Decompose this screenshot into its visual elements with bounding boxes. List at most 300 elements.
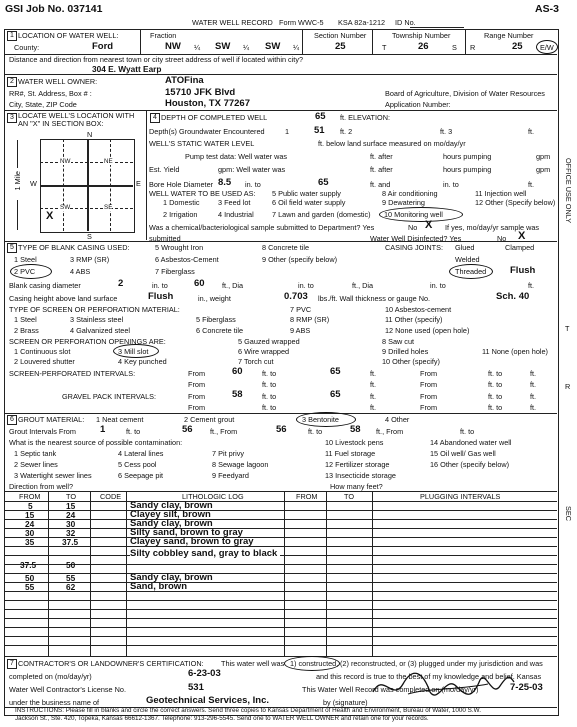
use-option: 1 Domestic bbox=[163, 198, 200, 207]
section-number-value: 25 bbox=[335, 41, 346, 52]
constructed-option: 1) constructed, bbox=[290, 659, 339, 668]
screen-heading: TYPE OF SCREEN OR PERFORATION MATERIAL: bbox=[9, 305, 180, 314]
joint-clamped: Clamped bbox=[505, 243, 535, 252]
contamination-option: 15 Oil well/ Gas well bbox=[430, 449, 496, 458]
screen-option: 3 Stainless steel bbox=[70, 315, 124, 324]
log-row-from: 37.5 bbox=[20, 560, 37, 570]
application-label: Application Number: bbox=[385, 100, 451, 109]
wall-thickness-label: lbs./ft. Wall thickness or gauge No. bbox=[318, 294, 431, 303]
bore-label: Bore Hole Diameter bbox=[149, 180, 214, 189]
grout-to-label: ft. to bbox=[126, 427, 141, 436]
log-row-to: 62 bbox=[66, 582, 76, 592]
range-prefix: R bbox=[470, 43, 476, 52]
grout-from-1: 1 bbox=[100, 424, 106, 435]
yield-gpm: gpm: Well water was bbox=[218, 165, 286, 174]
use-option: 12 Other (Specify below) bbox=[475, 198, 556, 207]
blank-in-to-3: in. to bbox=[430, 281, 446, 290]
gp-from-value: 58 bbox=[232, 389, 243, 400]
blank-in-to: in. to bbox=[152, 281, 168, 290]
static-level-rest: ft. below land surface measured on mo/day/yr bbox=[318, 139, 466, 148]
grout-to-1: 56 bbox=[182, 424, 193, 435]
log-row-to: 55 bbox=[66, 573, 76, 583]
disinfected-label: Water Well Disinfected? Yes bbox=[370, 234, 462, 243]
use-option: 8 Air conditioning bbox=[382, 189, 438, 198]
log-row-desc: Sandy clay, brown bbox=[130, 572, 213, 583]
bore-ft: ft. bbox=[528, 180, 535, 189]
log-row-to: 15 bbox=[66, 501, 76, 511]
gw-2-label: ft. 2 bbox=[340, 127, 353, 136]
disinfected-no: No bbox=[497, 234, 507, 243]
depth-value: 65 bbox=[315, 111, 326, 122]
gp-to-label-4: ft. to bbox=[488, 403, 503, 412]
log-row-desc: Sand, brown bbox=[130, 581, 187, 592]
owner-heading: WATER WELL OWNER: bbox=[18, 77, 98, 86]
sw-label: SW bbox=[60, 204, 71, 211]
page-id: AS-3 bbox=[535, 3, 559, 15]
log-row-line bbox=[4, 636, 557, 637]
city-label: City, State, ZIP Code bbox=[9, 100, 77, 109]
contamination-option: 2 Sewer lines bbox=[14, 460, 58, 469]
owner-name: ATOFina bbox=[165, 75, 204, 86]
log-row-to: 37.5 bbox=[62, 537, 79, 547]
blank-ft-dia-2: ft., Dia bbox=[352, 281, 374, 290]
sp-to-label-4: ft. to bbox=[488, 380, 503, 389]
screen-option: 7 PVC bbox=[290, 305, 312, 314]
section-number-label: Section Number bbox=[314, 31, 367, 40]
sp-ft-4: ft. bbox=[530, 380, 537, 389]
use-option: 7 Lawn and garden (domestic) bbox=[272, 210, 371, 219]
bentonite-circle bbox=[296, 412, 356, 427]
bore-to-value: 65 bbox=[318, 177, 329, 188]
street-label: RR#, St. Address, Box # : bbox=[9, 89, 92, 98]
section-4-number: 4 bbox=[150, 113, 160, 123]
log-row-line bbox=[4, 609, 557, 610]
bore-in-to: in. to bbox=[245, 180, 261, 189]
range-label: Range Number bbox=[484, 31, 534, 40]
perforation-option: 4 Key punched bbox=[118, 357, 167, 366]
gauge-value: Sch. 40 bbox=[496, 291, 530, 302]
casing-option: 4 ABS bbox=[70, 267, 91, 276]
casing-option: 9 Other (specify below) bbox=[262, 255, 338, 264]
township-label: Township Number bbox=[392, 31, 451, 40]
sp-ft-3: ft. bbox=[370, 380, 377, 389]
blank-diameter-label: Blank casing diameter bbox=[9, 281, 81, 290]
gp-to-label: ft. to bbox=[262, 392, 277, 401]
how-many-label: How many feet? bbox=[330, 482, 383, 491]
chem-question: Was a chemical/bacteriological sample submitted to Department? Yes bbox=[149, 223, 375, 232]
contamination-option: 10 Livestock pens bbox=[325, 438, 384, 447]
contamination-option: 12 Fertilizer storage bbox=[325, 460, 390, 469]
quarter-mark: ¼ bbox=[243, 43, 250, 52]
perforation-heading: SCREEN OR PERFORATION OPENINGS ARE: bbox=[9, 337, 166, 346]
threaded-circle bbox=[449, 264, 493, 279]
screen-option: 9 ABS bbox=[290, 326, 311, 335]
instructions-2: Jackson St., Ste. 420, Topeka, Kansas 66612-1367. Telephone: 913-296-5545. Send one to WATER WELL OWNER and retain one for your records. bbox=[15, 715, 429, 722]
joints-label: CASING JOINTS: bbox=[385, 243, 443, 252]
fraction-1: NW bbox=[165, 41, 181, 52]
log-row-line bbox=[4, 555, 557, 556]
gw-1-label: 1 bbox=[285, 127, 290, 136]
log-row-from: 24 bbox=[25, 519, 35, 529]
perforation-option: 11 None (open hole) bbox=[482, 347, 548, 356]
record-completed-label: This Water Well Record was completed on (mo/day/yr) bbox=[302, 685, 479, 694]
log-row-from: 30 bbox=[25, 528, 35, 538]
contamination-option: 13 Insecticide storage bbox=[325, 471, 396, 480]
grout-from-2: 56 bbox=[276, 424, 287, 435]
log-header-to: TO bbox=[66, 492, 77, 501]
office-use-label: OFFICE USE ONLY bbox=[564, 158, 573, 224]
use-option: 9 Dewatering bbox=[382, 198, 425, 207]
mile-arrow bbox=[17, 200, 18, 230]
perforation-option-selected: 3 Mill slot bbox=[118, 347, 149, 356]
grout-to-2: 58 bbox=[350, 424, 361, 435]
use-heading: WELL WATER TO BE USED AS: bbox=[149, 189, 256, 198]
job-number: GSI Job No. 037141 bbox=[5, 3, 103, 15]
log-row-line bbox=[4, 582, 557, 583]
township-suffix: S bbox=[452, 43, 457, 52]
north-label: N bbox=[87, 130, 93, 139]
locate-heading: LOCATE WELL'S LOCATION WITH bbox=[18, 111, 135, 120]
owner-city: Houston, TX 77267 bbox=[165, 98, 250, 109]
use-option: 6 Oil field water supply bbox=[272, 198, 346, 207]
use-option-selected: 10 Monitoring well bbox=[384, 210, 443, 219]
section-3-number: 3 bbox=[7, 113, 17, 123]
log-row-desc: Silty cobbley sand, gray to black bbox=[130, 548, 280, 560]
gpm: gpm bbox=[536, 152, 551, 161]
gp-to-label-3: ft. to bbox=[262, 403, 277, 412]
south-label: S bbox=[87, 232, 92, 241]
perforation-option: 5 Gauzed wrapped bbox=[238, 337, 300, 346]
grout-option: 1 Neat cement bbox=[96, 415, 144, 424]
screen-option: 2 Brass bbox=[14, 326, 39, 335]
log-header-to-2: TO bbox=[344, 492, 355, 501]
bore-value: 8.5 bbox=[218, 177, 232, 188]
gp-to-value: 65 bbox=[330, 389, 341, 400]
gp-ft-3: ft. bbox=[370, 403, 377, 412]
log-row-from: 5 bbox=[28, 501, 33, 511]
completed-date: 6-23-03 bbox=[188, 668, 221, 679]
submitted-label: submitted bbox=[149, 234, 181, 243]
log-row-from: 50 bbox=[25, 573, 35, 583]
blank-ft-dia: ft., Dia bbox=[222, 281, 244, 290]
quarter-mark: ¼ bbox=[293, 43, 300, 52]
casing-heading: TYPE OF BLANK CASING USED: bbox=[18, 243, 130, 252]
quarter-mark: ¼ bbox=[194, 43, 201, 52]
business-name: Geotechnical Services, Inc. bbox=[146, 695, 270, 706]
sp-from-label-3: From bbox=[188, 380, 206, 389]
height-label: Casing height above land surface bbox=[9, 294, 118, 303]
sp-from-label-2: From bbox=[420, 369, 438, 378]
log-header-from-2: FROM bbox=[296, 492, 318, 501]
log-row-from: 15 bbox=[25, 510, 35, 520]
log-row-line bbox=[4, 618, 557, 619]
depth-label: DEPTH OF COMPLETED WELL bbox=[161, 113, 268, 122]
log-row-line bbox=[4, 564, 557, 565]
gravel-intervals-label: GRAVEL PACK INTERVALS: bbox=[62, 392, 157, 401]
sp-from-value: 60 bbox=[232, 366, 243, 377]
nw-label: NW bbox=[60, 158, 71, 165]
business-label: under the business name of bbox=[9, 698, 100, 707]
use-option: 3 Feed lot bbox=[218, 198, 251, 207]
perforation-option: 8 Saw cut bbox=[382, 337, 415, 346]
bore-in-to-2: in. to bbox=[443, 180, 459, 189]
perforation-option: 2 Louvered shutter bbox=[14, 357, 75, 366]
casing-option-selected: 2 PVC bbox=[14, 267, 36, 276]
perforation-option: 6 Wire wrapped bbox=[238, 347, 290, 356]
weight-label: in., weight bbox=[198, 294, 231, 303]
log-row-to: 24 bbox=[66, 510, 76, 520]
well-location-mark: X bbox=[46, 210, 54, 222]
township-value: 26 bbox=[418, 41, 429, 52]
divider bbox=[146, 110, 147, 240]
log-row-line bbox=[4, 591, 557, 592]
certification-label: CONTRACTOR'S OR LANDOWNER'S CERTIFICATION: bbox=[18, 659, 204, 668]
record-true: and this record is true to the best of my knowledge and belief. Kansas bbox=[316, 672, 542, 681]
weight-value: 0.703 bbox=[284, 291, 308, 302]
gp-ft-2: ft. bbox=[530, 392, 537, 401]
bore-ft-and: ft. and bbox=[370, 180, 391, 189]
log-row-line bbox=[4, 627, 557, 628]
grid-line bbox=[40, 162, 133, 163]
county-label: County: bbox=[14, 43, 40, 52]
log-row-desc: Sandy clay, brown bbox=[130, 518, 213, 529]
log-row-to: 50 bbox=[66, 560, 76, 570]
sp-to-label: ft. to bbox=[262, 369, 277, 378]
pump-after: ft. after bbox=[370, 152, 393, 161]
range-value: 25 bbox=[512, 41, 523, 52]
contamination-option: 1 Septic tank bbox=[14, 449, 57, 458]
fraction-3: SW bbox=[265, 41, 281, 52]
gw-1-value: 51 bbox=[314, 125, 325, 136]
screen-option: 12 None used (open hole) bbox=[385, 326, 470, 335]
hours-pumping: hours pumping bbox=[443, 165, 492, 174]
perforation-option: 10 Other (specify) bbox=[382, 357, 440, 366]
hours-pumping: hours pumping bbox=[443, 152, 492, 161]
form-number: Form WWC-5 bbox=[279, 18, 324, 27]
certification-rest: (2) reconstructed, or (3) plugged under my jurisdiction and was bbox=[340, 659, 543, 668]
contamination-option: 14 Abandoned water well bbox=[430, 438, 512, 447]
groundwater-label: Depth(s) Groundwater Encountered bbox=[149, 127, 265, 136]
grout-to-label-3: ft. to bbox=[460, 427, 475, 436]
log-header-from: FROM bbox=[19, 492, 41, 501]
se-label: SE bbox=[104, 204, 113, 211]
ksa-ref: KSA 82a-1212 bbox=[338, 18, 386, 27]
margin-t: T bbox=[565, 324, 570, 333]
owner-street: 15710 JFK Blvd bbox=[165, 87, 236, 98]
contamination-option: 3 Watertight sewer lines bbox=[14, 471, 92, 480]
log-row-desc: Clayey silt, brown bbox=[130, 509, 211, 520]
casing-option: 7 Fiberglass bbox=[155, 267, 195, 276]
certification-text: This water well was bbox=[221, 659, 285, 668]
mile-arrow bbox=[17, 140, 18, 168]
license-value: 531 bbox=[188, 682, 204, 693]
divider bbox=[4, 656, 557, 657]
log-header-plugging: PLUGGING INTERVALS bbox=[420, 492, 501, 501]
log-row-line bbox=[4, 528, 557, 529]
yield-after: ft. after bbox=[370, 165, 393, 174]
section-7-number: 7 bbox=[7, 659, 17, 669]
use-option: 4 Industrial bbox=[218, 210, 254, 219]
mill-slot-circle bbox=[113, 344, 159, 358]
address-value: 304 E. Wyatt Earp bbox=[92, 64, 162, 74]
grout-option: 2 Cement grout bbox=[184, 415, 235, 424]
signature bbox=[368, 664, 518, 708]
grout-option: 4 Other bbox=[385, 415, 410, 424]
log-row-to: 30 bbox=[66, 519, 76, 529]
use-option: 5 Public water supply bbox=[272, 189, 341, 198]
use-option: 11 Injection well bbox=[475, 189, 527, 198]
grout-to-label-2: ft. to bbox=[308, 427, 323, 436]
divider bbox=[4, 74, 557, 75]
sp-to-value: 65 bbox=[330, 366, 341, 377]
sp-from-label: From bbox=[188, 369, 206, 378]
sp-from-label-4: From bbox=[420, 380, 438, 389]
east-label: E bbox=[136, 179, 141, 188]
sp-ft-2: ft. bbox=[530, 369, 537, 378]
fraction-2: SW bbox=[215, 41, 231, 52]
log-row-line bbox=[4, 600, 557, 601]
license-label: Water Well Contractor's License No. bbox=[9, 685, 126, 694]
grout-option-selected: 3 Bentonite bbox=[302, 415, 339, 424]
static-level-label: WELL'S STATIC WATER LEVEL bbox=[149, 139, 255, 148]
pvc-circle bbox=[10, 264, 52, 279]
perforation-option: 1 Continuous slot bbox=[14, 347, 71, 356]
screen-option: 8 RMP (SR) bbox=[290, 315, 330, 324]
blank-ft: ft. bbox=[528, 281, 535, 290]
grout-label: GROUT MATERIAL: bbox=[18, 415, 85, 424]
completed-label: completed on (mo/day/yr) bbox=[9, 672, 92, 681]
gw-3-label: ft. 3 bbox=[440, 127, 453, 136]
sp-ft: ft. bbox=[370, 369, 377, 378]
gp-from-label-3: From bbox=[188, 403, 206, 412]
joint-threaded: Threaded bbox=[455, 267, 487, 276]
sp-to-label-2: ft. to bbox=[488, 369, 503, 378]
ne-label: NE bbox=[104, 158, 113, 165]
contamination-option: 5 Cess pool bbox=[118, 460, 157, 469]
gp-ft: ft. bbox=[370, 392, 377, 401]
divider bbox=[4, 413, 557, 414]
contamination-option: 11 Fuel storage bbox=[325, 449, 376, 458]
log-header-lithologic: LITHOLOGIC LOG bbox=[182, 492, 244, 501]
use-option: 2 Irrigation bbox=[163, 210, 198, 219]
section-1-number: 1 bbox=[7, 31, 17, 41]
perforation-option: 9 Drilled holes bbox=[382, 347, 429, 356]
chem-if-yes: If yes, mo/day/yr sample was bbox=[445, 223, 540, 232]
signature-label: by (signature) bbox=[323, 698, 368, 707]
contamination-option: 4 Lateral lines bbox=[118, 449, 164, 458]
section-2-number: 2 bbox=[7, 77, 17, 87]
log-row-desc: Silty sand, brown to gray bbox=[130, 527, 243, 538]
log-row-line bbox=[4, 537, 557, 538]
log-row-line bbox=[4, 519, 557, 520]
pump-test-label: Pump test data: Well water was bbox=[185, 152, 288, 161]
record-date: 7-25-03 bbox=[510, 682, 543, 693]
direction-label: Direction from well? bbox=[9, 482, 74, 491]
casing-option: 3 RMP (SR) bbox=[70, 255, 110, 264]
chem-no: No bbox=[408, 223, 418, 232]
distance-label: Distance and direction from nearest town or city street address of well if located within city? bbox=[9, 55, 304, 64]
disinfected-no-mark: X bbox=[518, 230, 526, 242]
gw-ft: ft. bbox=[528, 127, 535, 136]
range-direction-circle bbox=[536, 40, 558, 54]
screen-option: 10 Asbestos-cement bbox=[385, 305, 452, 314]
log-header-code: CODE bbox=[100, 492, 122, 501]
log-row-desc: Sandy clay, brown bbox=[130, 500, 213, 511]
casing-option: 8 Concrete tile bbox=[262, 243, 310, 252]
log-row-from: 55 bbox=[25, 582, 35, 592]
divider bbox=[4, 241, 557, 242]
gp-from-label-2: From bbox=[420, 392, 438, 401]
screen-option: 5 Fiberglass bbox=[196, 315, 236, 324]
range-direction: E/W bbox=[540, 43, 554, 52]
log-row-line bbox=[4, 573, 557, 574]
joint-flush: Flush bbox=[510, 265, 536, 276]
screen-option: 6 Concrete tile bbox=[196, 326, 244, 335]
screen-option: 4 Galvanized steel bbox=[70, 326, 131, 335]
location-heading: LOCATION OF WATER WELL: bbox=[18, 31, 119, 40]
margin-sec: SEC bbox=[564, 506, 573, 522]
log-row-line bbox=[4, 510, 557, 511]
log-row-from: 35 bbox=[25, 537, 35, 547]
casing-option: 5 Wrought Iron bbox=[155, 243, 204, 252]
chem-no-mark: X bbox=[425, 219, 433, 231]
grout-from-label-3: ft., From bbox=[376, 427, 404, 436]
divider bbox=[302, 29, 303, 54]
locate-heading-2: AN "X" IN SECTION BOX: bbox=[18, 119, 104, 128]
instructions: INSTRUCTIONS: Please fill in blanks and circle the correct answers. Send three copies to Kansas Department of Health and Environment, Bureau of Water, 1000 S.W. bbox=[15, 707, 481, 714]
county-value: Ford bbox=[92, 41, 114, 52]
id-label: ID No. bbox=[395, 18, 416, 27]
perforation-option: 7 Torch cut bbox=[238, 357, 274, 366]
fraction-label: Fraction bbox=[150, 31, 177, 40]
contamination-question: What is the nearest source of possible contamination: bbox=[9, 438, 183, 447]
screen-option: 1 Steel bbox=[14, 315, 37, 324]
mile-label: 1 Mile bbox=[13, 171, 22, 191]
divider bbox=[372, 29, 373, 54]
contamination-option: 9 Feedyard bbox=[212, 471, 249, 480]
contamination-option: 6 Seepage pit bbox=[118, 471, 164, 480]
elevation-label: ft. ELEVATION: bbox=[340, 113, 391, 122]
blank-to-value: 60 bbox=[194, 278, 205, 289]
gp-ft-4: ft. bbox=[530, 403, 537, 412]
divider bbox=[140, 29, 141, 54]
divider bbox=[465, 29, 466, 54]
contamination-option: 8 Sewage lagoon bbox=[212, 460, 269, 469]
section-6-number: 6 bbox=[7, 415, 17, 425]
gp-to-label-2: ft. to bbox=[488, 392, 503, 401]
joint-welded: Welded bbox=[455, 255, 480, 264]
log-row-to: 32 bbox=[66, 528, 76, 538]
section-5-number: 5 bbox=[7, 243, 17, 253]
gp-from-label-4: From bbox=[420, 403, 438, 412]
height-value: Flush bbox=[148, 291, 174, 302]
grid-line bbox=[40, 208, 133, 209]
grout-intervals-label: Grout Intervals From bbox=[9, 427, 76, 436]
west-label: W bbox=[30, 179, 37, 188]
screen-option: 11 Other (specify) bbox=[385, 315, 443, 324]
casing-option: 1 Steel bbox=[14, 255, 37, 264]
margin-r: R bbox=[565, 382, 571, 391]
monitoring-well-circle bbox=[379, 207, 463, 222]
sp-to-label-3: ft. to bbox=[262, 380, 277, 389]
township-prefix: T bbox=[382, 43, 387, 52]
grid-line bbox=[40, 185, 133, 187]
log-row-desc: Clayey sand, brown to gray bbox=[130, 536, 254, 547]
blank-diameter-value: 2 bbox=[118, 278, 124, 289]
form-title: WATER WELL RECORD bbox=[192, 18, 273, 27]
constructed-circle bbox=[284, 656, 340, 671]
yield-label: Est. Yield bbox=[149, 165, 180, 174]
